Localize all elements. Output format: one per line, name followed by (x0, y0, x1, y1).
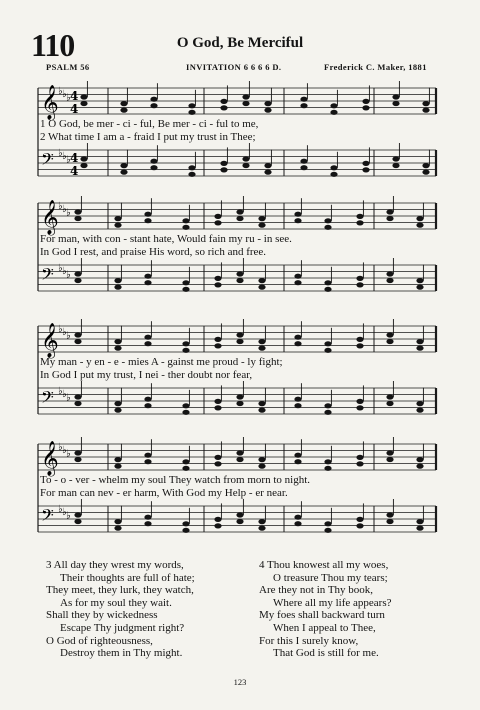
note-head (144, 515, 151, 520)
note-head (80, 163, 87, 168)
note-head (114, 526, 121, 531)
flat-icon: ♭ (66, 392, 71, 404)
note-head (294, 280, 301, 285)
note-head (324, 466, 331, 471)
note-head (236, 209, 243, 214)
note-head (386, 394, 393, 399)
note-head (416, 519, 423, 524)
verse-line: O God of righteousness, (46, 634, 153, 647)
note-head (324, 348, 331, 353)
lyric-line: For man, with con - stant hate, Would fain my ru - in see. (40, 233, 292, 245)
note-head (114, 223, 121, 228)
note-head (324, 459, 331, 464)
note-head (386, 271, 393, 276)
note-head (356, 343, 363, 348)
note-head (416, 457, 423, 462)
note-head (324, 280, 331, 285)
note-head (114, 216, 121, 221)
note-head (114, 285, 121, 290)
note-head (80, 101, 87, 106)
note-head (422, 163, 429, 168)
note-head (236, 339, 243, 344)
flat-icon: ♭ (62, 327, 67, 339)
note-head (182, 410, 189, 415)
note-head (386, 278, 393, 283)
note-head (236, 271, 243, 276)
note-head (294, 212, 301, 217)
note-head (74, 278, 81, 283)
note-head (258, 278, 265, 283)
note-head (236, 519, 243, 524)
note-head (214, 282, 221, 287)
bass-clef-icon: 𝄢 (41, 387, 54, 411)
note-head (356, 517, 363, 522)
lyric-line: In God I rest, and praise His word, so rich and free. (40, 246, 267, 258)
note-head (258, 216, 265, 221)
note-head (300, 165, 307, 170)
hymn-title: O God, Be Merciful (176, 35, 304, 51)
note-head (300, 97, 307, 102)
note-head (220, 167, 227, 172)
composer-credit: Frederick C. Maker, 1881 (324, 62, 427, 72)
note-head (214, 405, 221, 410)
verse-4 (259, 559, 392, 660)
note-head (144, 397, 151, 402)
bass-clef-icon: 𝄢 (41, 149, 54, 173)
lyric-line: My man - y en - e - mies A - gainst me proud - ly fight; (40, 356, 283, 368)
note-head (416, 278, 423, 283)
note-head (144, 521, 151, 526)
note-head (258, 457, 265, 462)
note-head (236, 457, 243, 462)
note-head (120, 170, 127, 175)
note-head (386, 450, 393, 455)
note-head (386, 457, 393, 462)
verse-line: O treasure Thou my tears; (273, 571, 388, 584)
note-head (386, 512, 393, 517)
flat-icon: ♭ (62, 89, 67, 101)
note-head (236, 450, 243, 455)
note-head (80, 94, 87, 99)
note-head (386, 332, 393, 337)
note-head (214, 399, 221, 404)
note-head (386, 519, 393, 524)
note-head (242, 156, 249, 161)
flat-icon: ♭ (58, 201, 63, 212)
note-head (264, 101, 271, 106)
note-head (150, 159, 157, 164)
note-head (214, 337, 221, 342)
flat-icon: ♭ (62, 389, 67, 401)
flat-icon: ♭ (58, 148, 63, 159)
note-head (356, 214, 363, 219)
note-head (144, 218, 151, 223)
note-head (416, 223, 423, 228)
music-system-2 (36, 195, 441, 307)
note-head (258, 519, 265, 524)
note-head (294, 459, 301, 464)
note-head (264, 163, 271, 168)
note-head (74, 216, 81, 221)
note-head (258, 339, 265, 344)
flat-icon: ♭ (62, 204, 67, 216)
note-head (214, 214, 221, 219)
note-head (422, 108, 429, 113)
note-head (356, 461, 363, 466)
note-head (258, 464, 265, 469)
note-head (392, 94, 399, 99)
note-head (74, 339, 81, 344)
flat-icon: ♭ (66, 154, 71, 166)
note-head (214, 276, 221, 281)
time-signature: 4 (70, 164, 79, 178)
verse-line: 3 All day they wrest my words, (46, 559, 184, 571)
note-head (74, 394, 81, 399)
note-head (214, 343, 221, 348)
note-head (120, 108, 127, 113)
note-head (422, 101, 429, 106)
note-head (324, 403, 331, 408)
music-system-1 (36, 80, 441, 192)
flat-icon: ♭ (62, 266, 67, 278)
flat-icon: ♭ (58, 263, 63, 274)
note-head (392, 156, 399, 161)
psalm-reference: PSALM 56 (46, 62, 90, 72)
note-head (324, 528, 331, 533)
note-head (258, 346, 265, 351)
note-head (182, 466, 189, 471)
note-head (220, 161, 227, 166)
note-head (294, 341, 301, 346)
note-head (188, 103, 195, 108)
note-head (294, 335, 301, 340)
note-head (294, 521, 301, 526)
note-head (114, 278, 121, 283)
note-head (182, 521, 189, 526)
note-head (236, 512, 243, 517)
note-head (416, 401, 423, 406)
treble-clef-icon: 𝄞 (41, 85, 59, 120)
note-head (356, 455, 363, 460)
note-head (416, 339, 423, 344)
note-head (182, 280, 189, 285)
note-head (330, 165, 337, 170)
note-head (356, 276, 363, 281)
note-head (242, 94, 249, 99)
note-head (386, 339, 393, 344)
note-head (362, 105, 369, 110)
note-head (300, 103, 307, 108)
note-head (294, 397, 301, 402)
note-head (74, 519, 81, 524)
note-head (74, 512, 81, 517)
note-head (324, 410, 331, 415)
flat-icon: ♭ (58, 386, 63, 397)
note-head (362, 167, 369, 172)
note-head (416, 346, 423, 351)
flat-icon: ♭ (66, 92, 71, 104)
time-signature: 4 (70, 102, 79, 116)
note-head (356, 399, 363, 404)
note-head (330, 103, 337, 108)
flat-icon: ♭ (62, 507, 67, 519)
note-head (392, 101, 399, 106)
note-head (236, 394, 243, 399)
note-head (188, 172, 195, 177)
note-head (182, 403, 189, 408)
note-head (144, 453, 151, 458)
bass-clef-icon: 𝄢 (41, 505, 54, 529)
note-head (330, 110, 337, 115)
note-head (356, 337, 363, 342)
lyric-line: 1 O God, be mer - ci - ful, Be mer - ci - ful to me, (40, 118, 259, 130)
note-head (214, 461, 221, 466)
note-head (294, 515, 301, 520)
note-head (74, 332, 81, 337)
note-head (356, 282, 363, 287)
note-head (144, 274, 151, 279)
verse-line: Where all my life appears? (273, 596, 392, 609)
music-system-3 (36, 318, 441, 430)
note-head (356, 220, 363, 225)
note-head (144, 341, 151, 346)
note-head (258, 526, 265, 531)
note-head (416, 216, 423, 221)
note-head (362, 161, 369, 166)
note-head (114, 464, 121, 469)
note-head (416, 285, 423, 290)
page-number: 123 (233, 677, 247, 687)
note-head (74, 457, 81, 462)
flat-icon: ♭ (66, 207, 71, 219)
note-head (242, 101, 249, 106)
note-head (294, 453, 301, 458)
note-head (236, 401, 243, 406)
note-head (324, 521, 331, 526)
verse-line: Shall they by wickedness (46, 609, 158, 622)
note-head (258, 408, 265, 413)
note-head (324, 218, 331, 223)
treble-clef-icon: 𝄞 (41, 323, 59, 358)
note-head (294, 218, 301, 223)
note-head (258, 285, 265, 290)
note-head (114, 401, 121, 406)
note-head (144, 335, 151, 340)
note-head (182, 528, 189, 533)
flat-icon: ♭ (66, 269, 71, 281)
note-head (144, 403, 151, 408)
verse-3 (46, 559, 195, 660)
note-head (114, 519, 121, 524)
note-head (324, 287, 331, 292)
time-signature: 4 (70, 89, 79, 103)
tune-name: INVITATION 6 6 6 6 D. (186, 62, 282, 72)
verse-line: When I appeal to Thee, (273, 621, 376, 634)
note-head (120, 163, 127, 168)
flat-icon: ♭ (66, 330, 71, 342)
note-head (356, 405, 363, 410)
flat-icon: ♭ (62, 445, 67, 457)
time-signature: 4 (70, 151, 79, 165)
note-head (330, 172, 337, 177)
note-head (220, 105, 227, 110)
note-head (114, 408, 121, 413)
note-head (144, 280, 151, 285)
note-head (416, 408, 423, 413)
note-head (120, 101, 127, 106)
note-head (182, 287, 189, 292)
note-head (74, 209, 81, 214)
note-head (80, 156, 87, 161)
note-head (182, 225, 189, 230)
note-head (324, 341, 331, 346)
verse-line: They meet, they lurk, they watch, (46, 584, 194, 597)
note-head (386, 209, 393, 214)
verse-line: 4 Thou knowest all my woes, (259, 559, 389, 571)
note-head (150, 97, 157, 102)
note-head (324, 225, 331, 230)
note-head (236, 278, 243, 283)
verse-line: For this I surely know, (259, 634, 359, 647)
note-head (242, 163, 249, 168)
verse-line: My foes shall backward turn (259, 609, 385, 622)
note-head (74, 271, 81, 276)
lyric-line: For man can nev - er harm, With God my Help - er near. (40, 487, 288, 499)
music-system-4 (36, 436, 441, 551)
note-head (150, 103, 157, 108)
flat-icon: ♭ (58, 442, 63, 453)
verse-line: Escape Thy judgment right? (60, 621, 185, 634)
note-head (220, 99, 227, 104)
note-head (356, 523, 363, 528)
note-head (182, 459, 189, 464)
note-head (416, 464, 423, 469)
verse-line: Are they not in Thy book, (259, 584, 374, 597)
note-head (392, 163, 399, 168)
lyric-line: To - o - ver - whelm my soul They watch from morn to night. (40, 474, 311, 486)
note-head (74, 450, 81, 455)
note-head (214, 517, 221, 522)
flat-icon: ♭ (58, 86, 63, 97)
note-head (182, 341, 189, 346)
note-head (264, 170, 271, 175)
note-head (264, 108, 271, 113)
note-head (214, 523, 221, 528)
note-head (182, 348, 189, 353)
flat-icon: ♭ (66, 448, 71, 460)
note-head (114, 457, 121, 462)
note-head (214, 455, 221, 460)
note-head (236, 332, 243, 337)
hymn-number: 110 (31, 27, 75, 63)
note-head (300, 159, 307, 164)
note-head (362, 99, 369, 104)
note-head (188, 165, 195, 170)
verse-line: Destroy them in Thy might. (60, 647, 183, 660)
note-head (416, 526, 423, 531)
bass-clef-icon: 𝄢 (41, 264, 54, 288)
note-head (258, 223, 265, 228)
note-head (294, 403, 301, 408)
note-head (114, 346, 121, 351)
verse-line: Their thoughts are full of hate; (60, 571, 195, 584)
flat-icon: ♭ (58, 504, 63, 515)
flat-icon: ♭ (66, 510, 71, 522)
note-head (386, 216, 393, 221)
flat-icon: ♭ (62, 151, 67, 163)
note-head (150, 165, 157, 170)
treble-clef-icon: 𝄞 (41, 441, 59, 476)
note-head (386, 401, 393, 406)
note-head (144, 212, 151, 217)
flat-icon: ♭ (58, 324, 63, 335)
note-head (236, 216, 243, 221)
note-head (258, 401, 265, 406)
note-head (214, 220, 221, 225)
lyric-line: In God I put my trust, I nei - ther doubt nor fear, (40, 369, 253, 381)
note-head (294, 274, 301, 279)
note-head (182, 218, 189, 223)
treble-clef-icon: 𝄞 (41, 200, 59, 235)
note-head (144, 459, 151, 464)
note-head (188, 110, 195, 115)
verse-line: As for my soul they wait. (60, 596, 172, 609)
note-head (74, 401, 81, 406)
note-head (422, 170, 429, 175)
lyric-line: 2 What time I am a - fraid I put my trust in Thee; (40, 131, 256, 143)
verse-line: That God is still for me. (273, 647, 379, 660)
note-head (114, 339, 121, 344)
